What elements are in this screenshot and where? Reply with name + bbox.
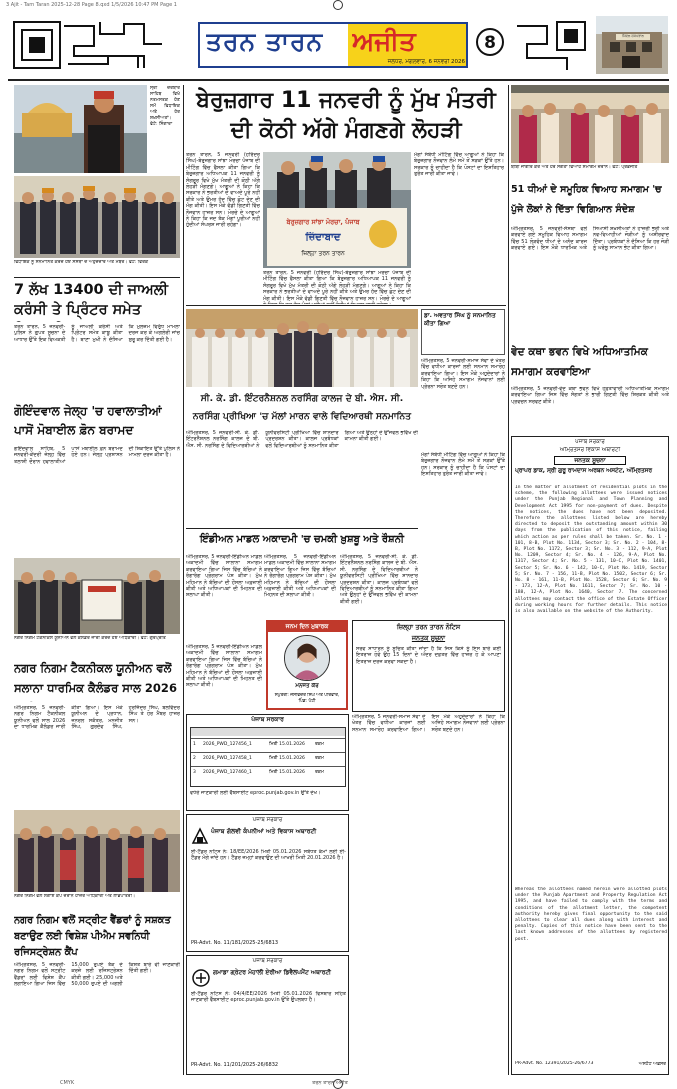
story-camp: ਅੰਮ੍ਰਿਤਸਰ, 5 ਜਨਵਰੀ-ਨਗਰ ਨਿਗਮ ਵਲੋਂ ਸਟ੍ਰੀਟ ਵੈਂਡਰਾਂ ਲਈ ਵਿਸ਼ੇਸ਼ ਕੈਂਪ ਲਗਾਇਆ ਗਿਆ ਜਿਸ ਵਿੱਚ 15,000 ਰੁਪਏ ਤੱਕ ਦੇ ਕਰਜ਼ੇ ਲਈ ਰਜਿਸਟ੍ਰੇਸ਼ਨ ਕੀਤੀ ਗਈ। 25,000 ਅਤੇ 50,000 ਰੁਪਏ ਦੀ ਅਗਲੀ ਕਿਸ਼ਤ ਬਾਰੇ ਵੀ ਜਾਣਕਾਰੀ ਦਿੱਤੀ ਗਈ। [14, 962, 180, 988]
main-story-under-photo: ਤਰਨ ਤਾਰਨ, 5 ਜਨਵਰੀ (ਹਰਿੰਦਰ ਸਿੰਘ)-ਬੇਰੁਜ਼ਗਾਰ ਸਾਂਝਾ ਮੋਰਚਾ ਪੰਜਾਬ ਦੀ ਮੀਟਿੰਗ ਵਿੱਚ ਫੈਸਲਾ ਕੀਤਾ ਗਿਆ ਕਿ ਬੇਰੁਜ਼ਗਾਰ ਅਧਿਆਪਕ 11 ਜਨਵਰੀ ਨੂੰ ਸੰਗਰੂਰ ਵਿਖੇ ਮੁੱਖ ਮੰਤਰੀ ਦੀ ਕੋਠੀ ਅੱਗੇ ਲੋਹੜੀ ਮੰਗਣਗੇ। ਆਗੂਆਂ ਨੇ ਕਿਹਾ ਕਿ ਸਰਕਾਰ ਨੇ ਭਰਤੀਆਂ ਦੇ ਵਾਅਦੇ ਪੂਰੇ ਨਹੀਂ ਕੀਤੇ ਅਤੇ ਉਮਰ ਹੱਦ ਵਿੱਚ ਛੋਟ ਦੇਣ ਦੀ ਮੰਗ ਕੀਤੀ। ਇਸ ਮੌਕੇ ਵੱਡੀ ਗਿਣਤੀ ਵਿੱਚ ਨੌਜਵਾਨ ਹਾਜ਼ਰ ਸਨ। ਮੋਰਚੇ ਦੇ ਆਗੂਆਂ [263, 270, 411, 302]
table-row [191, 738, 345, 750]
govt-notice-2-text: ਈ-ਟੈਂਡਰ ਨੋਟਿਸ ਨੰ: 18/EE/2026 ਮਿਤੀ 05.01.2026 ਸਬੰਧਤ ਕੰਮਾਂ ਲਈ ਈ-ਟੈਂਡਰ ਮੰਗੇ ਜਾਂਦੇ ਹਨ। ਟੈਂਡਰ ਜਮ੍ਹਾਂ ਕਰਵਾਉਣ ਦੀ ਆਖਰੀ ਮਿਤੀ 20.01.2026 ਹੈ। [191, 849, 346, 862]
banner-line1: ਬੇਰੁਜ਼ਗਾਰ ਸਾਂਝਾ ਮੋਰਚਾ, ਪੰਜਾਬ [286, 218, 360, 226]
story-indian-model-a: ਅੰਮ੍ਰਿਤਸਰ, 5 ਜਨਵਰੀ-ਇੰਡੀਅਨ ਮਾਡਲ ਅਕਾਦਮੀ ਵਿੱਚ ਸਾਲਾਨਾ ਸਮਾਗਮ ਕਰਵਾਇਆ ਗਿਆ ਜਿਸ ਵਿੱਚ ਬੱਚਿਆਂ ਨੇ ਰੰਗਾਰੰਗ ਪ੍ਰੋਗਰਾਮ ਪੇਸ਼ ਕੀਤਾ। ਮੁੱਖ ਮਹਿਮਾਨ ਨੇ ਬੱਚਿਆਂ ਦੀ ਹੌਸਲਾ ਅਫ਼ਜ਼ਾਈ ਕੀਤੀ ਅਤੇ ਅਧਿਆਪਕਾਂ ਦੀ ਮਿਹਨਤ ਦੀ ਸ਼ਲਾਘਾ ਕੀਤੀ। [186, 554, 262, 599]
photo-group-honor [14, 176, 180, 258]
govt-notice-2-logo-icon [191, 827, 209, 845]
table-row [191, 752, 345, 764]
masthead-name-left: ਤਰਨ ਤਾਰਨ [206, 27, 324, 56]
birthday-name: ਮਨਜੋਤ ਕੌਰ [295, 683, 319, 689]
govt-notice-3-ref: PR-Advt. No. 11/201/2025-26/6832 [191, 1062, 279, 1068]
photo-camp [14, 810, 180, 892]
headline-marriage: 51 ਧੀਆਂ ਦੇ ਸਮੂਹਿਕ ਵਿਆਹ ਸਮਾਗਮ 'ਚ ਪੁੱਜੇ ਲੋਕਾਂ ਨੇ ਦਿੱਤਾ ਵਿਗਿਆਨ ਸੰਦੇਸ਼ [511, 184, 662, 215]
column-rule-2 [508, 85, 509, 1075]
photo-caption-side: ਸ੍ਰੀ ਦਰਬਾਰ ਸਾਹਿਬ ਵਿਖੇ ਨਤਮਸਤਕ ਹੋਣ ਸਮੇਂ ਵਿਧਾਇਕ ਅਤੇ ਹੋਰ ਸ਼ਖ਼ਸੀਅਤਾਂ। ਫੋਟੋ: ਸਿੰਗਾਰਾ [150, 86, 180, 127]
photo-caption-bottom: ਵਿਧਾਇਕ ਨੂੰ ਸਨਮਾਨਿਤ ਕਰਦੇ ਹੋਏ ਸੰਸਥਾ ਦੇ ਅਹੁਦੇਦਾਰ ਅਤੇ ਮੈਂਬਰ। ਫੋਟੋ: ਵਿਰਕ [14, 260, 149, 265]
photo-calendar-release [14, 558, 180, 634]
headline-nursing: ਸੀ. ਕੇ. ਡੀ. ਇੰਟਰਨੈਸ਼ਨਲ ਨਰਸਿੰਗ ਕਾਲਜ ਦੇ ਬੀ. ਐਸ. ਸੀ. ਨਰਸਿੰਗ ਪ੍ਰੀਖਿਆ 'ਚ ਮੱਲਾਂ ਮਾਰਨ ਵਾਲੇ ਵਿਦਿਆਰਥੀ ਸਨਮਾਨਿਤ [192, 393, 412, 422]
table-cell: 2026_PWD_127460_1 [203, 770, 252, 775]
headline-indian-model: ਇੰਡੀਅਨ ਮਾਡਲ ਅਕਾਦਮੀ 'ਚ ਚਮਕੀ ਖ਼ੁਸ਼ਬੂ ਅਤੇ ਰੌਸ਼ਨੀ [200, 534, 404, 545]
headline-calendar: ਨਗਰ ਨਿਗਮ ਟੈਕਨੀਕਲ ਯੂਨੀਅਨ ਵਲੋਂ ਸਲਾਨਾ ਧਾਰਮਿਕ ਕੈਲੰਡਰ ਸਾਲ 2026 [14, 661, 177, 695]
table-cell: ਮਿਤੀ 15.01.2026 [269, 770, 305, 775]
masthead-name-right: ਅਜੀਤ [352, 27, 416, 57]
table-cell: 3 [193, 770, 196, 775]
notice-small-award [421, 309, 505, 355]
table-cell: 2 [193, 756, 196, 761]
story-ved: ਅੰਮ੍ਰਿਤਸਰ, 5 ਜਨਵਰੀ-ਵੇਦ ਕਥਾ ਭਵਨ ਵਿਖੇ ਹਫ਼ਤਾਵਾਰੀ ਅਧਿਆਤਮਿਕ ਸਮਾਗਮ ਕਰਵਾਇਆ ਗਿਆ ਜਿਸ ਵਿੱਚ ਸੰਗਤਾਂ ਨੇ ਭਾਰੀ ਗਿਣਤੀ ਵਿੱਚ ਸ਼ਿਰਕਤ ਕੀਤੀ ਅਤੇ ਪ੍ਰਵਚਨ ਸਰਵਣ ਕੀਤੇ। [511, 386, 669, 405]
story-award-cont: ਮੰਗਾਂ ਸੰਬੰਧੀ ਮੀਟਿੰਗ ਵਿੱਚ ਆਗੂਆਂ ਨੇ ਕਿਹਾ ਕਿ ਬੇਰੁਜ਼ਗਾਰ ਨੌਜਵਾਨ ਲੰਮੇ ਸਮੇਂ ਤੋਂ ਸੜਕਾਂ ਉੱਤੇ ਹਨ। ਸਰਕਾਰ ਨੂੰ ਚਾਹੀਦਾ ਹੈ ਕਿ ਪੋਸਟਾਂ ਦਾ ਇਸ਼ਤਿਹਾਰ ਤੁਰੰਤ ਜਾਰੀ ਕੀਤਾ ਜਾਵੇ। [421, 452, 505, 478]
printer-mark-left: CMYK [60, 1080, 75, 1086]
govt-notice-2-title: ਪੰਜਾਬ ਗੱਲਵੀ ਕੰਪਨੀਆਂ ਅਤੇ ਵਿਕਾਸ ਅਥਾਰਟੀ [211, 828, 317, 835]
column-rule-1 [183, 85, 184, 1075]
headline-ved: ਵੇਦ ਕਥਾ ਭਵਨ ਵਿਖੇ ਅਧਿਆਤਮਿਕ ਸਮਾਗਮ ਕਰਵਾਇਆ [511, 346, 648, 378]
page-number-badge: 8 [476, 28, 504, 56]
govt-notice-1-table [190, 727, 346, 787]
table-cell: ਮਿਤੀ 15.01.2026 [269, 742, 305, 747]
rule [186, 305, 506, 306]
headline-jail: ਗੋਇੰਦਵਾਲ ਜੇਲ੍ਹ 'ਚ ਹਵਾਲਾਤੀਆਂ ਪਾਸੋਂ ਮੋਬਾਈਲ ਫ਼ੋਨ ਬਰਾਮਦ [14, 404, 162, 437]
table-cell: ਰਕਮ [315, 742, 324, 747]
story-indian-model-b: ਅੰਮ੍ਰਿਤਸਰ, 5 ਜਨਵਰੀ-ਇੰਡੀਅਨ ਮਾਡਲ ਅਕਾਦਮੀ ਵਿੱਚ ਸਾਲਾਨਾ ਸਮਾਗਮ ਕਰਵਾਇਆ ਗਿਆ ਜਿਸ ਵਿੱਚ ਬੱਚਿਆਂ ਨੇ ਰੰਗਾਰੰਗ ਪ੍ਰੋਗਰਾਮ ਪੇਸ਼ ਕੀਤਾ। ਮੁੱਖ ਮਹਿਮਾਨ ਨੇ ਬੱਚਿਆਂ ਦੀ ਹੌਸਲਾ ਅਫ਼ਜ਼ਾਈ ਕੀਤੀ ਅਤੇ ਅਧਿਆਪਕਾਂ ਦੀ ਮਿਹਨਤ ਦੀ ਸ਼ਲਾਘਾ ਕੀਤੀ। [264, 554, 336, 599]
story-nursing: ਅੰਮ੍ਰਿਤਸਰ, 5 ਜਨਵਰੀ-ਸੀ. ਕੇ. ਡੀ. ਇੰਟਰਨੈਸ਼ਨਲ ਨਰਸਿੰਗ ਕਾਲਜ ਦੇ ਬੀ. ਐਸ. ਸੀ. ਨਰਸਿੰਗ ਦੇ ਵਿਦਿਆਰਥੀਆਂ ਨੇ ਯੂਨੀਵਰਸਿਟੀ ਪ੍ਰੀਖਿਆ ਵਿੱਚ ਸ਼ਾਨਦਾਰ ਪ੍ਰਦਰਸ਼ਨ ਕੀਤਾ। ਕਾਲਜ ਪ੍ਰਬੰਧਕਾਂ ਵਲੋਂ ਵਿਦਿਆਰਥੀਆਂ ਨੂੰ ਸਨਮਾਨਿਤ ਕੀਤਾ ਗਿਆ ਅਤੇ ਉਨ੍ਹਾਂ ਦੇ ਉੱਜਵਲ ਭਵਿੱਖ ਦੀ ਕਾਮਨਾ ਕੀਤੀ ਗਈ। [186, 430, 418, 449]
banner-line2: ਜ਼ਿੰਦਾਬਾਦ [305, 232, 341, 243]
masthead-subline: ਜਲੰਧਰ, ਮੰਗਲਵਾਰ, 6 ਜਨਵਰੀ 2026 [387, 59, 465, 65]
big-notice-ref: PR-Advt. No. 12391/2025-26/6773 [515, 1061, 594, 1066]
notice-district-cont: ਅੰਮ੍ਰਿਤਸਰ, 5 ਜਨਵਰੀ-ਸਮਾਜ ਸੇਵਾ ਦੇ ਖੇਤਰ ਵਿੱਚ ਵਧੀਆ ਕਾਰਜਾਂ ਲਈ ਸਨਮਾਨ ਸਮਾਰੋਹ ਕਰਵਾਇਆ ਗਿਆ। ਇਸ ਮੌਕੇ ਅਹੁਦੇਦਾਰਾਂ ਨੇ ਕਿਹਾ ਕਿ ਅਜਿਹੇ ਸਮਾਗਮ ਨੌਜਵਾਨਾਂ ਲਈ ਪ੍ਰੇਰਨਾ ਸਰੋਤ ਬਣਦੇ ਹਨ। [352, 714, 505, 733]
story-indian-model-d: ਅੰਮ੍ਰਿਤਸਰ, 5 ਜਨਵਰੀ-ਇੰਡੀਅਨ ਮਾਡਲ ਅਕਾਦਮੀ ਵਿੱਚ ਸਾਲਾਨਾ ਸਮਾਗਮ ਕਰਵਾਇਆ ਗਿਆ ਜਿਸ ਵਿੱਚ ਬੱਚਿਆਂ ਨੇ ਰੰਗਾਰੰਗ ਪ੍ਰੋਗਰਾਮ ਪੇਸ਼ ਕੀਤਾ। ਮੁੱਖ ਮਹਿਮਾਨ ਨੇ ਬੱਚਿਆਂ ਦੀ ਹੌਸਲਾ ਅਫ਼ਜ਼ਾਈ ਕੀਤੀ ਅਤੇ ਅਧਿਆਪਕਾਂ ਦੀ ਮਿਹਨਤ ਦੀ ਸ਼ਲਾਘਾ ਕੀਤੀ। [186, 644, 262, 689]
print-line: 3 Ajit - Tarn Taran 2025-12-28 Page 8.qxd 1/5/2026 10:47 PM Page 1 [6, 2, 177, 8]
govt-notice-3-header: ਪੰਜਾਬ ਸਰਕਾਰ [252, 958, 283, 964]
birthday-box [266, 620, 348, 710]
story-fake-currency: ਤਰਨ ਤਾਰਨ, 5 ਜਨਵਰੀ-ਪੁਲਿਸ ਨੇ ਗੁਪਤ ਸੂਚਨਾ ਦੇ ਆਧਾਰ ਉੱਤੇ ਇਕ ਵਿਅਕਤੀ ਨੂੰ ਜਾਅਲੀ ਕਰੰਸੀ ਅਤੇ ਪ੍ਰਿੰਟਰ ਸਮੇਤ ਕਾਬੂ ਕੀਤਾ ਹੈ। ਥਾਣਾ ਮੁਖੀ ਨੇ ਦੱਸਿਆ ਕਿ ਮੁਲਜ਼ਮ ਵਿਰੁੱਧ ਮਾਮਲਾ ਦਰਜ ਕਰ ਕੇ ਅਗਲੇਰੀ ਜਾਂਚ ਸ਼ੁਰੂ ਕਰ ਦਿੱਤੀ ਗਈ ਹੈ। [14, 324, 180, 343]
govt-notice-1 [186, 714, 349, 811]
table-cell: 1 [193, 742, 196, 747]
main-headline-line2: ਦੀ ਕੋਠੀ ਅੱਗੇ ਮੰਗਣਗੇ ਲੋਹੜੀ [230, 118, 462, 143]
story-marriage: ਅੰਮ੍ਰਿਤਸਰ, 5 ਜਨਵਰੀ-ਸੰਸਥਾ ਵਲੋਂ ਕਰਵਾਏ ਗਏ ਸਮੂਹਿਕ ਵਿਆਹ ਸਮਾਗਮ ਵਿੱਚ 51 ਲੋੜਵੰਦ ਧੀਆਂ ਦੇ ਅਨੰਦ ਕਾਰਜ ਕਰਵਾਏ ਗਏ। ਇਸ ਮੌਕੇ ਧਾਰਮਿਕ ਅਤੇ ਸਿਆਸੀ ਸ਼ਖ਼ਸੀਅਤਾਂ ਨੇ ਹਾਜ਼ਰੀ ਭਰੀ ਅਤੇ ਨਵ-ਵਿਆਹੀਆਂ ਜੋੜੀਆਂ ਨੂੰ ਅਸ਼ੀਰਵਾਦ ਦਿੱਤਾ। ਪ੍ਰਬੰਧਕਾਂ ਨੇ ਦੱਸਿਆ ਕਿ ਹਰ ਜੋੜੀ ਨੂੰ ਘਰੇਲੂ ਸਾਮਾਨ ਭੇਟ ਕੀਤਾ ਗਿਆ। [511, 226, 669, 252]
story-award: ਅੰਮ੍ਰਿਤਸਰ, 5 ਜਨਵਰੀ-ਸਮਾਜ ਸੇਵਾ ਦੇ ਖੇਤਰ ਵਿੱਚ ਵਧੀਆ ਕਾਰਜਾਂ ਲਈ ਸਨਮਾਨ ਸਮਾਰੋਹ ਕਰਵਾਇਆ ਗਿਆ। ਇਸ ਮੌਕੇ ਅਹੁਦੇਦਾਰਾਂ ਨੇ ਕਿਹਾ ਕਿ ਅਜਿਹੇ ਸਮਾਗਮ ਨੌਜਵਾਨਾਂ ਲਈ ਪ੍ਰੇਰਨਾ ਸਰੋਤ ਬਣਦੇ ਹਨ। [421, 358, 505, 390]
ornament-right-icon [513, 16, 593, 74]
table-cell: 2026_PWD_127458_1 [203, 756, 252, 761]
calendar-photo-caption: ਨਗਰ ਨਿਗਮ ਟੈਕਨੀਕਲ ਯੂਨੀਅਨ ਵੱਲੋਂ ਕੈਲੰਡਰ ਜਾਰੀ ਕਰਦੇ ਹੋਏ ਅਧਿਕਾਰੀ। ਫੋਟੋ: ਗੁਰਪ੍ਰੀਤ [14, 636, 166, 641]
rule [14, 277, 180, 278]
big-notice-signature: ਅਸਟੇਟ ਅਫ਼ਸਰ [638, 1062, 666, 1067]
govt-notice-3-text: ਈ-ਟੈਂਡਰ ਨੋਟਿਸ ਨੰ: 04/4/EE/2026 ਮਿਤੀ 05.01.2026 ਵਿਸਥਾਰ ਸਹਿਤ ਜਾਣਕਾਰੀ ਵੈੱਬਸਾਈਟ eproc.punjab.gov.in ਉੱਤੇ ਉਪਲਬਧ ਹੈ। [191, 991, 346, 1004]
birthday-caption: ਸਪੁੱਤਰੀ: ਜਸਵਿੰਦਰ ਸਿੰਘ ਅਤੇ ਪਰਿਵਾਰ, ਪਿੰਡ: ਪੱਟੀ [274, 693, 340, 704]
table-cell: ਮਿਤੀ 15.01.2026 [269, 756, 305, 761]
registration-mark-top [333, 0, 343, 10]
masthead [8, 14, 669, 78]
big-notice-body: In the matter of allotment of residential plots in the scheme, the following allottees were issued notices under the Punjab Regional and Town Planning and Development Act 1995 for non-payment of dues. Despite the notices, the dues have not been deposited. Therefore the allottees listed below are hereby directed to deposit the outstanding amount within 30 days from the publication of this notice, failing which action as per rules shall be taken. Sr. No. 1 - 101, 8-B, Plot No. 1134, Sector 3; Sr. No. 2 - 104, 8-B, Plot No. 1172, Sector 3; Sr. No. 3 - 112, 9-A, Plot No. 1209, Sector 4; Sr. No. 4 - 126, 9-A, Plot No. 1317, Sector 4; Sr. No. 5 - 131, 10-C, Plot No. 1401, Sector 5; Sr. No. 6 - 142, 10-C, Plot No. 1419, Sector 5; Sr. No. 7 - 156, 11-B, Plot No. 1502, Sector 6; Sr. No. 8 - 161, 11-B, Plot No. 1528, Sector 6; Sr. No. 9 - 173, 12-A, Plot No. 1611, Sector 7; Sr. No. 10 - 188, 12-A, Plot No. 1640, Sector 7. The concerned allottees may contact the office of the Estate Officer during working hours for further details. This notice is also available on the website of the Authority. [515, 485, 667, 615]
color-bars-right [528, 1080, 668, 1087]
govt-notice-1-header: ਪੰਜਾਬ ਸਰਕਾਰ [251, 716, 284, 723]
story-jail: ਗੋਇੰਦਵਾਲ ਸਾਹਿਬ, 5 ਜਨਵਰੀ-ਕੇਂਦਰੀ ਜੇਲ੍ਹ ਵਿੱਚ ਤਲਾਸ਼ੀ ਦੌਰਾਨ ਹਵਾਲਾਤੀਆਂ ਪਾਸੋਂ ਮੋਬਾਈਲ ਫ਼ੋਨ ਬਰਾਮਦ ਹੋਏ ਹਨ। ਜੇਲ੍ਹ ਪ੍ਰਸ਼ਾਸਨ ਦੀ ਸ਼ਿਕਾਇਤ ਉੱਤੇ ਪੁਲਿਸ ਨੇ ਮਾਮਲਾ ਦਰਜ ਕੀਤਾ ਹੈ। [14, 446, 180, 465]
photo-nursing-students [186, 309, 418, 387]
story-indian-model-c: ਅੰਮ੍ਰਿਤਸਰ, 5 ਜਨਵਰੀ-ਸੀ. ਕੇ. ਡੀ. ਇੰਟਰਨੈਸ਼ਨਲ ਨਰਸਿੰਗ ਕਾਲਜ ਦੇ ਬੀ. ਐਸ. ਸੀ. ਨਰਸਿੰਗ ਦੇ ਵਿਦਿਆਰਥੀਆਂ ਨੇ ਯੂਨੀਵਰਸਿਟੀ ਪ੍ਰੀਖਿਆ ਵਿੱਚ ਸ਼ਾਨਦਾਰ ਪ੍ਰਦਰਸ਼ਨ ਕੀਤਾ। ਕਾਲਜ ਪ੍ਰਬੰਧਕਾਂ ਵਲੋਂ ਵਿਦਿਆਰਥੀਆਂ ਨੂੰ ਸਨਮਾਨਿਤ ਕੀਤਾ ਗਿਆ ਅਤੇ ਉਨ੍ਹਾਂ ਦੇ ਉੱਜਵਲ ਭਵਿੱਖ ਦੀ ਕਾਮਨਾ ਕੀਤੀ ਗਈ। [340, 554, 418, 605]
big-notice-title-box: ਜਨਤਕ ਸੂਚਨਾ [554, 456, 626, 465]
notice-district [352, 620, 505, 712]
main-story-col1: ਤਰਨ ਤਾਰਨ, 5 ਜਨਵਰੀ (ਹਰਿੰਦਰ ਸਿੰਘ)-ਬੇਰੁਜ਼ਗਾਰ ਸਾਂਝਾ ਮੋਰਚਾ ਪੰਜਾਬ ਦੀ ਮੀਟਿੰਗ ਵਿੱਚ ਫੈਸਲਾ ਕੀਤਾ ਗਿਆ ਕਿ ਬੇਰੁਜ਼ਗਾਰ ਅਧਿਆਪਕ 11 ਜਨਵਰੀ ਨੂੰ ਸੰਗਰੂਰ ਵਿਖੇ ਮੁੱਖ ਮੰਤਰੀ ਦੀ ਕੋਠੀ ਅੱਗੇ ਲੋਹੜੀ ਮੰਗਣਗੇ। ਆਗੂਆਂ ਨੇ ਕਿਹਾ ਕਿ ਸਰਕਾਰ ਨੇ ਭਰਤੀਆਂ ਦੇ ਵਾਅਦੇ ਪੂਰੇ ਨਹੀਂ ਕੀਤੇ ਅਤੇ ਉਮਰ ਹੱਦ ਵਿੱਚ ਛੋਟ ਦੇਣ ਦੀ ਮੰਗ ਕੀਤੀ। ਇਸ ਮੌਕੇ ਵੱਡੀ ਗਿਣਤੀ ਵਿੱਚ ਨੌਜਵਾਨ ਹਾਜ਼ਰ ਸਨ। ਮੋਰਚੇ ਦੇ ਆਗੂਆਂ ਨੇ ਕਿਹਾ ਕਿ ਜਦ ਤੱਕ ਮੰਗਾਂ ਪੂਰੀਆਂ ਨਹੀਂ ਹੁੰਦੀਆਂ ਸੰਘਰਸ਼ ਜਾਰੀ ਰਹੇਗਾ। [186, 152, 260, 229]
camp-photo-caption: ਨਗਰ ਨਿਗਮ ਵਲੋਂ ਲਗਾਏ ਕੈਂਪ ਦੌਰਾਨ ਹਾਜ਼ਰ ਅਧਿਕਾਰੀ ਅਤੇ ਲਾਭਪਾਤਰੀ। [14, 894, 136, 899]
table-cell: ਰਕਮ [315, 770, 324, 775]
masthead-building-photo [596, 16, 668, 74]
notice-district-subtitle: ਜਨਤਕ ਸੂਚਨਾ [411, 634, 446, 642]
ornament-left-icon [10, 16, 170, 74]
registration-mark-bottom [333, 1079, 343, 1089]
govt-notice-3 [186, 955, 349, 1075]
main-story-col3: ਮੰਗਾਂ ਸੰਬੰਧੀ ਮੀਟਿੰਗ ਵਿੱਚ ਆਗੂਆਂ ਨੇ ਕਿਹਾ ਕਿ ਬੇਰੁਜ਼ਗਾਰ ਨੌਜਵਾਨ ਲੰਮੇ ਸਮੇਂ ਤੋਂ ਸੜਕਾਂ ਉੱਤੇ ਹਨ। ਸਰਕਾਰ ਨੂੰ ਚਾਹੀਦਾ ਹੈ ਕਿ ਪੋਸਟਾਂ ਦਾ ਇਸ਼ਤਿਹਾਰ ਤੁਰੰਤ ਜਾਰੀ ਕੀਤਾ ਜਾਵੇ। [414, 152, 504, 178]
photo-wedding-caption: ਬੀਬੀ ਜਾਗੀਰ ਕੌਰ ਅਤੇ ਹੋਰ ਸੰਗਤਾਂ ਵਿਆਹ ਸਮਾਗਮ ਦੌਰਾਨ। ਫੋਟੋ: ਪ੍ਰਭਜੀਤ [511, 165, 638, 170]
table-cell: 2026_PWD_127456_1 [203, 742, 252, 747]
govt-notice-2-header: ਪੰਜਾਬ ਸਰਕਾਰ [252, 817, 283, 823]
govt-notice-3-logo-icon [191, 968, 211, 988]
big-notice-subheader: ਅੰਮ੍ਰਿਤਸਰ ਵਿਕਾਸ ਅਥਾਰਟੀ [559, 447, 621, 453]
main-headline-line1: ਬੇਰੁਜ਼ਗਾਰ 11 ਜਨਵਰੀ ਨੂੰ ਮੁੱਖ ਮੰਤਰੀ [196, 88, 496, 113]
headline-fake-currency: 7 ਲੱਖ 13400 ਦੀ ਜਾਅਲੀ ਕਰੰਸੀ ਤੇ ਪ੍ਰਿੰਟਰ ਸਮੇਤ [14, 282, 168, 318]
table-row [191, 766, 345, 778]
big-notice-body-2: Whereas the allottees named herein were allotted plots under the Punjab Apartment and Property Regulation Act 1995, and have failed to comply with the terms and conditions of the allotment letter, the competent authority hereby gives final opportunity to the said allottees to clear all dues along with interest and penalty. Copies of this notice have been sent to the last known addresses of the allottees by registered post. [515, 887, 667, 942]
photo-banner-protest [263, 152, 411, 268]
big-public-notice [511, 436, 669, 1075]
building-sign: ਸਿਵਲ ਹਸਪਤਾਲ [622, 34, 644, 38]
masthead-logo [198, 22, 468, 68]
banner-line3: ਜ਼ਿਲ੍ਹਾ ਤਰਨ ਤਾਰਨ [301, 250, 345, 257]
masthead-rule [8, 79, 669, 81]
govt-notice-3-title: ਗਮਾਡਾ ਗ੍ਰੇਟਰ ਮੋਹਾਲੀ ਏਰੀਆ ਡਿਵੈਲਪਮੈਂਟ ਅਥਾਰਟੀ [213, 969, 331, 976]
photo-golden-temple [14, 85, 147, 173]
govt-notice-2-ref: PR-Advt. No. 11/181/2025-25/6813 [191, 940, 279, 946]
big-notice-intro: ਪ੍ਰਾਪਰ ਡਾਕ, ਸ੍ਰੀ ਗੁਰੂ ਰਾਮਦਾਸ ਅਰਬਨ ਅਸਟੇਟ, ਅੰਮ੍ਰਿਤਸਰ [515, 468, 653, 474]
story-calendar: ਅੰਮ੍ਰਿਤਸਰ, 5 ਜਨਵਰੀ-ਨਗਰ ਨਿਗਮ ਟੈਕਨੀਕਲ ਯੂਨੀਅਨ ਵਲੋਂ ਸਾਲ 2026 ਦਾ ਧਾਰਮਿਕ ਕੈਲੰਡਰ ਜਾਰੀ ਕੀਤਾ ਗਿਆ। ਇਸ ਮੌਕੇ ਯੂਨੀਅਨ ਦੇ ਪ੍ਰਧਾਨ, ਜਨਰਲ ਸਕੱਤਰ, ਮਨਜੀਤ ਸਿੰਘ, ਗੁਰਦੇਵ ਸਿੰਘ, ਹਰਜਿੰਦਰ ਸਿੰਘ, ਬਲਵਿੰਦਰ ਸਿੰਘ ਤੇ ਹੋਰ ਮੈਂਬਰ ਹਾਜ਼ਰ ਸਨ। [14, 705, 180, 731]
headline-camp: ਨਗਰ ਨਿਗਮ ਵਲੋਂ ਸਟ੍ਰੀਟ ਵੈਂਡਰਾਂ ਨੂੰ ਸਸ਼ਕਤ ਬਣਾਉਣ ਲਈ ਵਿਸ਼ੇਸ਼ ਪੀਐਮ ਸਵਨਿਧੀ ਰਜਿਸਟ੍ਰੇਸ਼ਨ ਕੈਂਪ [14, 915, 171, 958]
printer-mark-center: ਤਰਨ ਤਾਰਨ ਅਜੀਤ [312, 1080, 348, 1086]
big-notice-header: ਪੰਜਾਬ ਸਰਕਾਰ [575, 439, 605, 445]
table-cell: ਰਕਮ [315, 756, 324, 761]
birthday-title: ਜਨਮ ਦਿਨ ਮੁਬਾਰਕ [268, 622, 346, 632]
rule [186, 528, 418, 529]
notice-district-title: ਜ਼ਿਲ੍ਹਾ ਤਰਨ ਤਾਰਨ ਨੋਟਿਸ [396, 623, 461, 631]
govt-notice-1-footer: ਵਧੇਰੇ ਜਾਣਕਾਰੀ ਲਈ ਵੈੱਬਸਾਈਟ eproc.punjab.gov.in ਉੱਤੇ ਦੇਖੋ। [190, 790, 321, 796]
notice-district-text: ਸਰਵ ਸਾਧਾਰਨ ਨੂੰ ਸੂਚਿਤ ਕੀਤਾ ਜਾਂਦਾ ਹੈ ਕਿ ਜਿਸ ਕਿਸੇ ਨੂੰ ਇਸ ਬਾਰੇ ਕੋਈ ਇਤਰਾਜ਼ ਹੋਵੇ ਉਹ 15 ਦਿਨਾਂ ਦੇ ਅੰਦਰ ਦਫ਼ਤਰ ਵਿੱਚ ਹਾਜ਼ਰ ਹੋ ਕੇ ਆਪਣਾ ਇਤਰਾਜ਼ ਦਰਜ ਕਰਵਾ ਸਕਦਾ ਹੈ। [356, 646, 501, 665]
birthday-photo [284, 635, 330, 681]
govt-notice-2 [186, 814, 349, 952]
photo-wedding-event [511, 85, 669, 163]
headline-award: ਡਾ. ਅਵਤਾਰ ਸਿੰਘ ਨੂੰ ਸਨਮਾਨਿਤ ਕੀਤਾ ਗਿਆ [424, 312, 496, 327]
